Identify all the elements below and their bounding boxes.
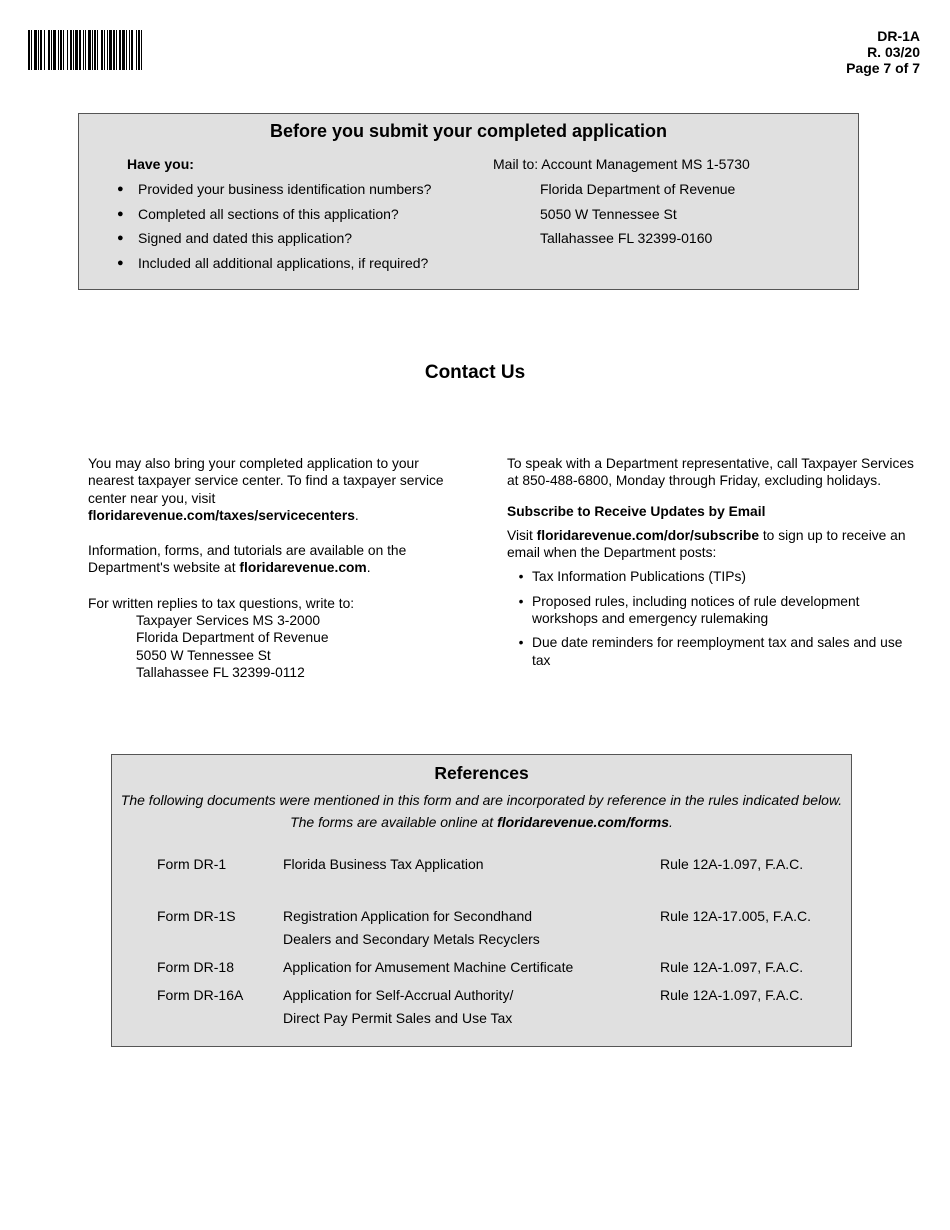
submit-checklist-box [78, 113, 859, 290]
bullet-icon: • [518, 569, 524, 585]
form-id: Form DR-16A [157, 987, 244, 1003]
contact-left-column [88, 455, 468, 681]
phone-paragraph: To speak with a Department representative, call Taxpayer Services at 850-488-6800, Monday through Friday, excluding holidays. [507, 456, 914, 489]
address-line: Florida Department of Revenue [540, 181, 736, 197]
checklist-item: ● Provided your business identification numbers? [117, 181, 432, 197]
address-line: Tallahassee FL 32399-0160 [540, 230, 713, 247]
mail-to-line: Mail to: Account Management MS 1-5730 [493, 156, 750, 172]
form-id: Form DR-1 [157, 856, 227, 872]
bullet-icon: ● [117, 257, 124, 270]
address-line: Florida Department of Revenue [136, 630, 329, 646]
form-number: DR-1A [877, 28, 920, 44]
address-line: 5050 W Tennessee St [136, 647, 271, 663]
subscribe-list [507, 568, 917, 668]
rule-citation: Rule 12A-1.097, F.A.C. [660, 959, 804, 975]
references-box [111, 754, 852, 1047]
servicecenters-link[interactable]: floridarevenue.com/taxes/servicecenters [88, 507, 355, 523]
barcode [28, 30, 252, 70]
website-link[interactable]: floridarevenue.com [239, 560, 367, 576]
form-title: Application for Self-Accrual Authority/ Direct Pay Permit Sales and Use Tax [283, 987, 514, 1026]
list-item: • Proposed rules, including notices of rule development workshops and emergency rulemaking [507, 593, 917, 628]
address-line: Taxpayer Services MS 3-2000 [136, 613, 321, 629]
checklist-item: ● Included all additional applications, if required? [117, 255, 429, 272]
submit-box-title: Before you submit your completed application [269, 121, 668, 141]
form-revision: R. 03/20 [867, 44, 920, 60]
list-item: • Due date reminders for reemployment tax and sales and use tax [507, 634, 917, 669]
rule-citation: Rule 12A-1.097, F.A.C. [660, 856, 804, 872]
subscribe-link[interactable]: floridarevenue.com/dor/subscribe [536, 527, 760, 543]
taxpayer-services-address [136, 612, 468, 681]
subscribe-heading: Subscribe to Receive Updates by Email [507, 503, 766, 519]
form-title: Application for Amusement Machine Certificate [283, 959, 574, 975]
contact-right-column [507, 455, 917, 676]
website-paragraph: Information, forms, and tutorials are available on the Department's website at floridarevenue.com. [88, 543, 407, 576]
bullet-icon: ● [117, 183, 124, 195]
submit-checklist [117, 181, 431, 280]
have-you-label: Have you: [127, 156, 194, 172]
address-line: 5050 W Tennessee St [540, 205, 677, 222]
mailing-address [540, 181, 735, 255]
rule-citation: Rule 12A-1.097, F.A.C. [660, 987, 804, 1003]
address-line: Tallahassee FL 32399-0112 [136, 664, 305, 680]
contact-us-heading: Contact Us [424, 362, 526, 383]
bullet-icon: ● [117, 207, 124, 220]
bullet-icon: • [518, 593, 524, 609]
barcode-bar [142, 30, 144, 70]
form-identifier [846, 28, 920, 76]
references-intro: The following documents were mentioned in this form and are incorporated by reference in the rules indicated below. The forms are available online at floridarevenue.com/forms. [120, 792, 843, 830]
service-center-paragraph: You may also bring your completed application to your nearest taxpayer service center. To find a taxpayer service center near you, visit floridarevenue.com/taxes/servicecenters. [88, 456, 444, 523]
written-replies-paragraph: For written replies to tax questions, write to: [88, 595, 355, 611]
list-item: • Tax Information Publications (TIPs) [507, 568, 917, 585]
subscribe-paragraph: Visit floridarevenue.com/dor/subscribe to sign up to receive an email when the Department posts: [507, 527, 906, 561]
form-title: Registration Application for Secondhand Dealers and Secondary Metals Recyclers [283, 908, 540, 947]
checklist-item: ● Signed and dated this application? [117, 230, 353, 247]
forms-link[interactable]: floridarevenue.com/forms [497, 814, 670, 830]
checklist-item: ● Completed all sections of this application? [117, 205, 399, 222]
form-title: Florida Business Tax Application [283, 856, 484, 872]
page-number: Page 7 of 7 [846, 60, 920, 76]
form-id: Form DR-18 [157, 959, 235, 975]
rule-citation: Rule 12A-17.005, F.A.C. [660, 908, 811, 924]
references-heading: References [434, 763, 529, 783]
bullet-icon: ● [117, 232, 124, 245]
bullet-icon: • [518, 635, 524, 651]
form-id: Form DR-1S [157, 908, 236, 924]
